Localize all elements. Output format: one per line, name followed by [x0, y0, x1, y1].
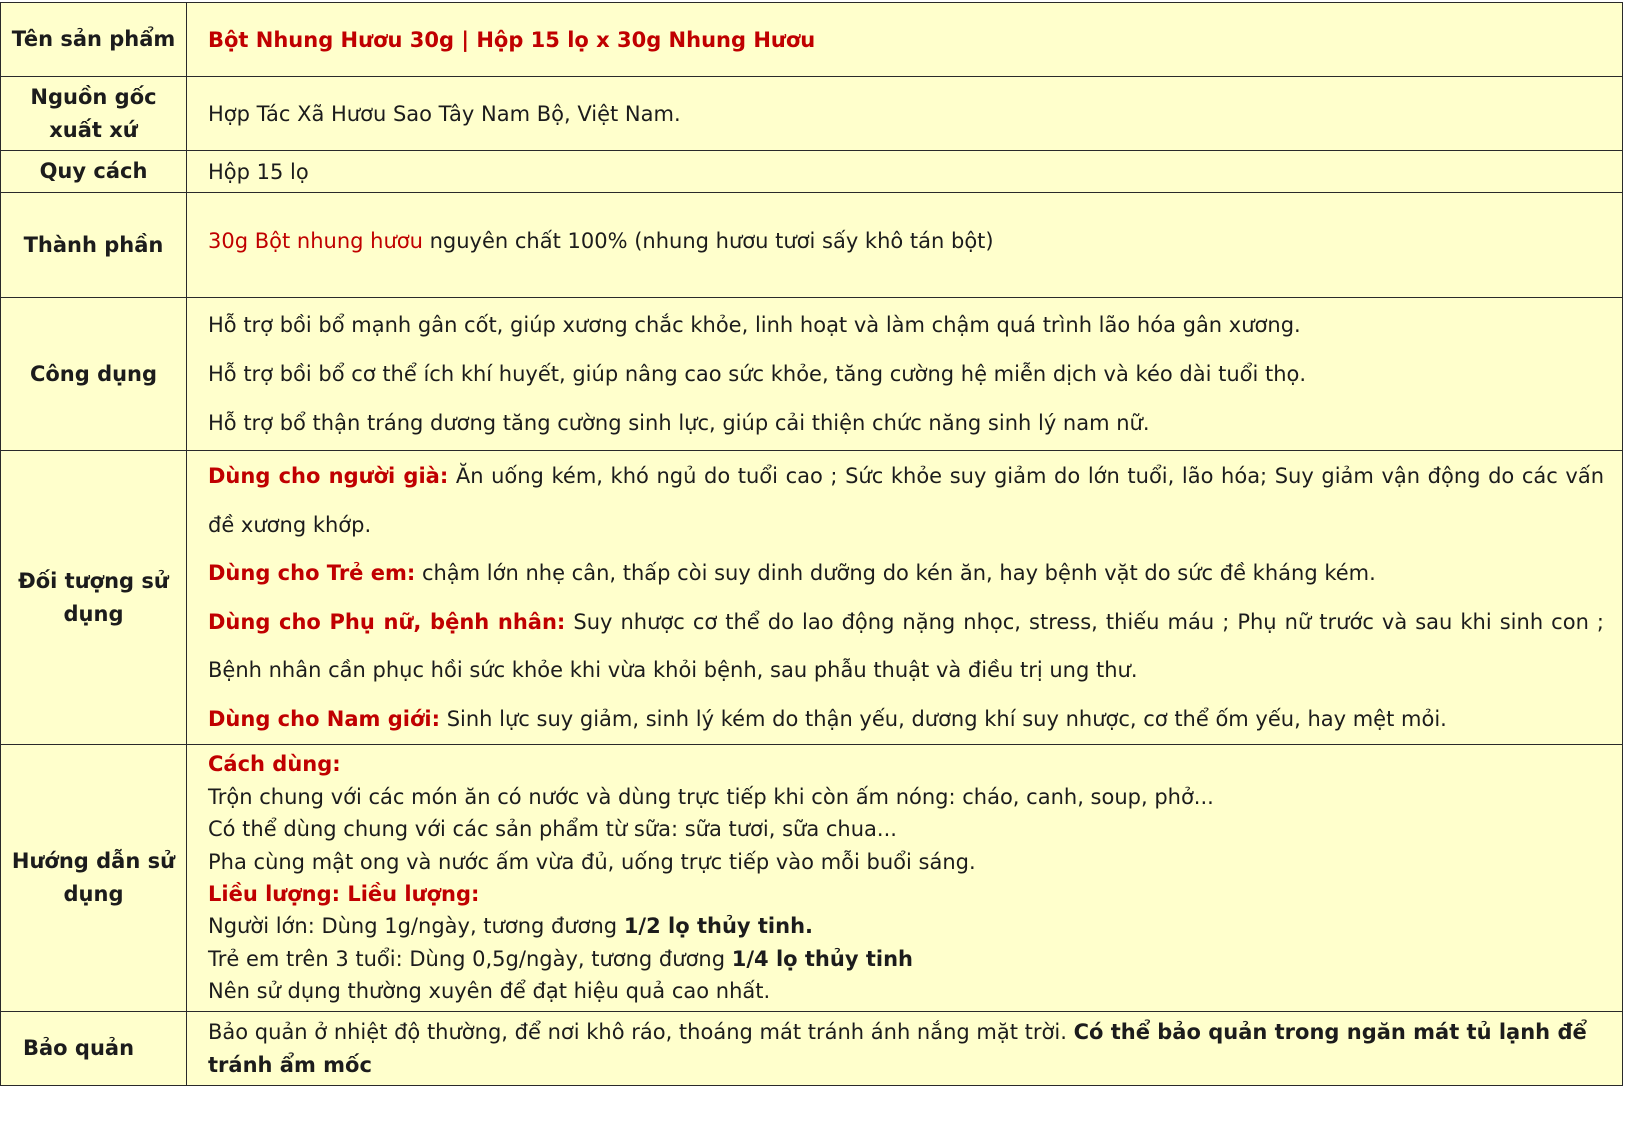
label-targets: Đối tượng sử dụng	[1, 451, 187, 745]
dosage-child-amount: 1/4 lọ thủy tinh	[731, 946, 913, 971]
target-heading: Dùng cho Phụ nữ, bệnh nhân:	[208, 609, 566, 634]
value-product-name: Bột Nhung Hươu 30g | Hộp 15 lọ x 30g Nhung Hươu	[187, 3, 1623, 77]
ingredient-rest: nguyên chất 100% (nhung hươu tươi sấy khô tán bột)	[422, 229, 994, 253]
value-ingredients	[187, 193, 1623, 298]
target-heading: Dùng cho người già:	[208, 464, 449, 488]
dosage-child	[208, 943, 1604, 975]
target-item	[208, 598, 1604, 695]
label-origin: Nguồn gốc xuất xứ	[1, 77, 187, 151]
value-targets	[187, 451, 1623, 745]
row-origin	[1, 77, 1623, 151]
label-ingredients: Thành phần	[1, 193, 187, 298]
value-origin: Hợp Tác Xã Hươu Sao Tây Nam Bộ, Việt Nam.	[187, 77, 1623, 151]
row-spec	[1, 151, 1623, 193]
row-uses	[1, 298, 1623, 451]
target-text: Ăn uống kém, khó ngủ do tuổi cao ; Sức khỏe suy giảm do lớn tuổi, lão hóa; Suy giảm vận động do các vấn đề xương khớp.	[208, 464, 1604, 537]
usage-note: Nên sử dụng thường xuyên để đạt hiệu quả cao nhất.	[208, 979, 771, 1004]
storage-fridge-note: Có thể bảo quản trong ngăn mát tủ lạnh để tránh ẩm mốc	[208, 1019, 1587, 1077]
use-line: Hỗ trợ bồi bổ cơ thể ích khí huyết, giúp nâng cao sức khỏe, tăng cường hệ miễn dịch và kéo dài tuổi thọ.	[208, 361, 1307, 386]
dosage-child-text: Trẻ em trên 3 tuổi: Dùng 0,5g/ngày, tương đương	[208, 946, 732, 971]
target-item	[208, 695, 1604, 744]
target-text: chậm lớn nhẹ cân, thấp còi suy dinh dưỡng do kén ăn, hay bệnh vặt do sức đề kháng kém.	[415, 561, 1376, 585]
value-spec: Hộp 15 lọ	[187, 151, 1623, 193]
target-heading: Dùng cho Trẻ em:	[208, 561, 416, 585]
storage-text: Bảo quản ở nhiệt độ thường, để nơi khô ráo, thoáng mát tránh ánh nắng mặt trời.	[208, 1019, 1074, 1044]
use-line: Hỗ trợ bổ thận tráng dương tăng cường sinh lực, giúp cải thiện chức năng sinh lý nam nữ.	[208, 410, 1150, 435]
value-guide	[187, 745, 1623, 1012]
dosage-heading: Liều lượng: Liều lượng:	[208, 882, 480, 906]
row-targets	[1, 451, 1623, 745]
dosage-adult	[208, 910, 1604, 942]
dosage-adult-text: Người lớn: Dùng 1g/ngày, tương đương	[208, 914, 624, 939]
use-line: Hỗ trợ bồi bổ mạnh gân cốt, giúp xương chắc khỏe, linh hoạt và làm chậm quá trình lão hóa gân xương.	[208, 312, 1301, 337]
value-storage	[187, 1012, 1623, 1086]
target-heading: Dùng cho Nam giới:	[208, 706, 441, 731]
dosage-adult-amount: 1/2 lọ thủy tinh.	[623, 914, 814, 939]
target-text: Sinh lực suy giảm, sinh lý kém do thận yếu, dương khí suy nhược, cơ thể ốm yếu, hay mệt mỏi.	[440, 706, 1447, 731]
label-spec: Quy cách	[1, 151, 187, 193]
ingredient-highlight: 30g Bột nhung hươu	[208, 229, 423, 253]
product-spec-table	[0, 2, 1623, 1086]
target-text: Suy nhược cơ thể do lao động nặng nhọc, stress, thiếu máu ; Phụ nữ trước và sau khi sinh con ; Bệnh nhân cần phục hồi sức khỏe khi vừa khỏi bệnh, sau phẫu thuật và điều trị ung thư.	[208, 609, 1604, 682]
row-guide	[1, 745, 1623, 1012]
label-storage: Bảo quản	[1, 1012, 187, 1086]
how-to-line: Trộn chung với các món ăn có nước và dùng trực tiếp khi còn ấm nóng: cháo, canh, soup, phở...	[208, 784, 1214, 809]
target-item	[208, 549, 1604, 598]
value-uses	[187, 298, 1623, 451]
label-uses: Công dụng	[1, 298, 187, 451]
how-to-line: Có thể dùng chung với các sản phẩm từ sữa: sữa tươi, sữa chua...	[208, 817, 897, 842]
how-to-heading: Cách dùng:	[208, 752, 341, 777]
how-to-line: Pha cùng mật ong và nước ấm vừa đủ, uống trực tiếp vào mỗi buổi sáng.	[208, 849, 976, 874]
row-ingredients	[1, 193, 1623, 298]
label-product-name: Tên sản phẩm	[1, 3, 187, 77]
label-guide: Hướng dẫn sử dụng	[1, 745, 187, 1012]
row-storage	[1, 1012, 1623, 1086]
row-product-name	[1, 3, 1623, 77]
target-item	[208, 452, 1604, 549]
